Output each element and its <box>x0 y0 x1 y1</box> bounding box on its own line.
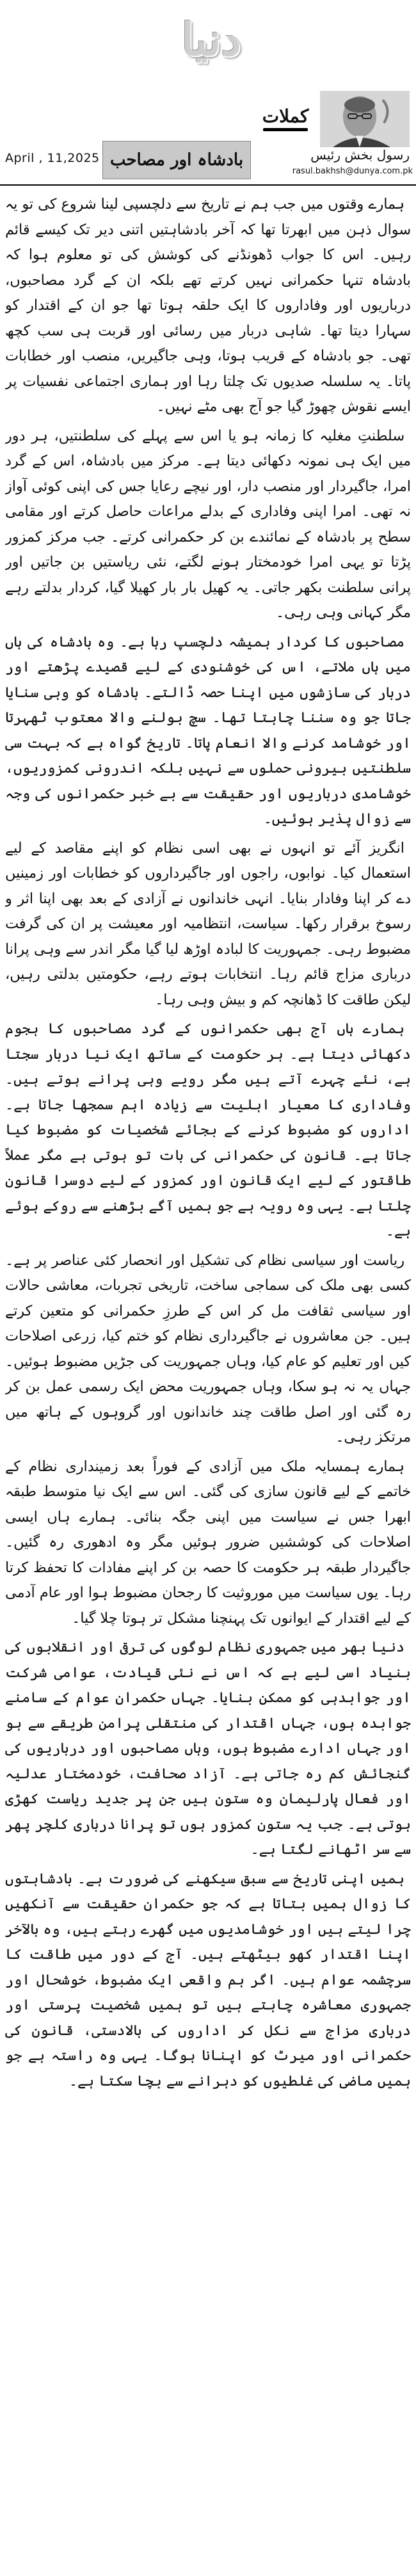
column-logo-text: کملات <box>262 106 309 127</box>
column-logo-underline <box>263 128 308 131</box>
author-name: رسول بخش رئیس <box>310 147 410 163</box>
article-paragraph: مصاحبوں کا کردار ہمیشہ دلچسپ رہا ہے۔ وہ بادشاہ کی ہاں میں ہاں ملاتے، اس کی خوشنودی کے لیے قصیدے پڑھتے اور دربار کی سازشوں میں اپنا حصہ ڈالتے۔ بادشاہ کو وہی سنایا جاتا جو وہ سننا چاہتا تھا۔ سچ بولنے والا معتوب ٹھہرتا اور خوشامد کرنے والا انعام پاتا۔ تاریخ گواہ ہے کہ بہت سی سلطنتیں بیرونی حملوں سے نہیں بلکہ اندرونی کمزوریوں، خوشامدی درباریوں اور حقیقت سے بے خبر حکمرانوں کی وجہ سے زوال پذیر ہوئیں۔ <box>5 633 411 827</box>
column-logo <box>259 92 312 145</box>
masthead <box>0 0 416 87</box>
article-paragraph: دنیا بھر میں جمہوری نظام لوگوں کی ترقی اور انقلابوں کی بنیاد اسی لیے ہے کہ اس نے نئی قیادت، عوامی شرکت اور جوابدہی کو ممکن بنایا۔ جہاں حکمران عوام کے سامنے جوابدہ ہوں، جہاں اقتدار کی منتقلی پرامن طریقے سے ہو اور جہاں ادارے مضبوط ہوں، وہاں مصاحبوں اور درباریوں کی گنجائش کم رہ جاتی ہے۔ آزاد صحافت، خودمختار عدلیہ اور فعال پارلیمان وہ ستون ہیں جن پر جدید ریاست کھڑی ہوتی ہے۔ جب یہ ستون کمزور ہوں تو پرانا درباری کلچر پھر سے سر اٹھانے لگتا ہے۔ <box>5 1639 411 1858</box>
author-photo <box>320 91 410 147</box>
article-paragraph: سلطنتِ مغلیہ کا زمانہ ہو یا اس سے پہلے کی سلطنتیں، ہر دور میں ایک ہی نمونہ دکھائی دیتا ہے۔ مرکز میں بادشاہ، اس کے گرد امرا، جاگیردار اور منصب دار، اور نیچے رعایا جس کی اپنی کوئی آواز نہ تھی۔ امرا اپنی وفاداری کے بدلے مراعات حاصل کرتے اور مقامی سطح پر بادشاہ کے نمائندے بن کر حکمرانی کرتے۔ جب مرکز کمزور پڑتا تو یہی امرا خودمختار ہونے لگتے، نئی ریاستیں بن جاتیں اور پرانی سلطنت بکھر جاتی۔ یہ کھیل بار بار کھیلا گیا، کردار بدلتے رہے مگر کہانی وہی رہی۔ <box>5 427 411 621</box>
author-portrait-icon <box>320 91 410 147</box>
article-paragraph: ہمارے ہمسایہ ملک میں آزادی کے فوراً بعد زمینداری نظام کے خاتمے کے لیے قانون سازی کی گئی۔ اس سے ایک نیا متوسط طبقہ ابھرا جس نے سیاست میں اپنی جگہ بنائی۔ ہمارے ہاں ایسی اصلاحات کی کوششیں ضرور ہوئیں مگر وہ ادھوری رہ گئیں۔ جاگیردار طبقہ ہر حکومت کا حصہ بن کر اپنے مفادات کا تحفظ کرتا رہا۔ یوں سیاست میں موروثیت کا رجحان مضبوط ہوا اور عام آدمی کے لیے اقتدار کے ایوانوں تک پہنچنا مشکل تر ہوتا چلا گیا۔ <box>5 1458 411 1627</box>
article-paragraph: ہمارے وقتوں میں جب ہم نے تاریخ سے دلچسپی لینا شروع کی تو یہ سوال ذہن میں ابھرتا تھا کہ آخر بادشاہتیں اتنی دیر تک کیسے قائم رہیں۔ اس کا جواب ڈھونڈنے کی کوشش کی تو معلوم ہوا کہ بادشاہ تنہا حکمرانی نہیں کرتے تھے بلکہ ان کے گرد مصاحبوں، درباریوں اور وفاداروں کا ایک حلقہ ہوتا تھا جو ان کے اقتدار کو سہارا دیتا تھا۔ شاہی دربار میں رسائی اور قربت ہی سب کچھ تھی۔ جو بادشاہ کے قریب ہوتا، وہی جاگیریں، منصب اور خطابات پاتا۔ یہ سلسلہ صدیوں تک چلتا رہا اور ہماری اجتماعی نفسیات پر ایسے نقوش چھوڑ گیا جو آج بھی مٹے نہیں۔ <box>5 196 411 415</box>
author-email[interactable]: rasul.bakhsh@dunya.com.pk <box>292 166 413 176</box>
article-paragraph: ہمیں اپنی تاریخ سے سبق سیکھنے کی ضرورت ہے۔ بادشاہتوں کا زوال ہمیں بتاتا ہے کہ جو حکمران حقیقت سے آنکھیں چرا لیتے ہیں اور خوشامدیوں میں گھرے رہتے ہیں، وہ بالآخر اپنا اقتدار کھو بیٹھتے ہیں۔ آج کے دور میں طاقت کا سرچشمہ عوام ہیں۔ اگر ہم واقعی ایک مضبوط، خوشحال اور جمہوری معاشرہ چاہتے ہیں تو ہمیں شخصیت پرستی اور درباری مزاج سے نکل کر اداروں کی بالادستی، قانون کی حکمرانی اور میرٹ کو اپنانا ہوگا۔ یہی وہ راستہ ہے جو ہمیں ماضی کی غلطیوں کو دہرانے سے بچا سکتا ہے۔ <box>5 1870 411 2089</box>
column-headline: بادشاہ اور مصاحب <box>102 141 251 179</box>
publication-date: April , 11,2025 <box>5 151 100 165</box>
article-paragraph: انگریز آئے تو انہوں نے بھی اسی نظام کو اپنے مقاصد کے لیے استعمال کیا۔ نوابوں، راجوں اور جاگیرداروں کو خطابات اور زمینیں دے کر اپنا وفادار بنایا۔ انہی خاندانوں نے آزادی کے بعد بھی اپنا اثر و رسوخ برقرار رکھا۔ سیاست، انتظامیہ اور معیشت پر ان کی گرفت مضبوط رہی۔ جمہوریت کا لبادہ اوڑھ لیا گیا مگر اندر سے وہی پرانا درباری مزاج قائم رہا۔ انتخابات ہوتے رہے، حکومتیں بدلتی رہیں، لیکن طاقت کا ڈھانچہ کم و بیش وہی رہا۔ <box>5 839 411 1008</box>
column-header <box>0 88 416 186</box>
article-paragraph: ریاست اور سیاسی نظام کی تشکیل اور انحصار کئی عناصر پر ہے۔ کسی بھی ملک کی سماجی ساخت، تاریخی تجربات، معاشی حالات اور سیاسی ثقافت مل کر اس کے طرزِ حکمرانی کو متعین کرتے ہیں۔ جن معاشروں نے جاگیرداری نظام کو ختم کیا، زرعی اصلاحات کیں اور تعلیم کو عام کیا، وہاں جمہوریت کی جڑیں مضبوط ہوئیں۔ جہاں یہ نہ ہو سکا، وہاں جمہوریت محض ایک رسمی عمل بن کر رہ گئی اور اصل طاقت چند خاندانوں اور گروہوں کے ہاتھ میں مرتکز رہی۔ <box>5 1252 411 1445</box>
newspaper-logo[interactable] <box>138 8 285 78</box>
article-paragraph: ہمارے ہاں آج بھی حکمرانوں کے گرد مصاحبوں کا ہجوم دکھائی دیتا ہے۔ ہر حکومت کے ساتھ ایک نیا دربار سجتا ہے، نئے چہرے آتے ہیں مگر رویے وہی پرانے ہوتے ہیں۔ وفاداری کا معیار اہلیت سے زیادہ اہم سمجھا جاتا ہے۔ اداروں کو مضبوط کرنے کے بجائے شخصیات کو مضبوط کیا جاتا ہے۔ قانون کی حکمرانی کی بات تو ہوتی ہے مگر عملاً طاقتور کے لیے ایک قانون اور کمزور کے لیے دوسرا قانون چلتا ہے۔ یہی وہ رویہ ہے جو ہمیں آگے بڑھنے سے روکے ہوئے ہے۔ <box>5 1020 411 1239</box>
newspaper-logo-text: دنیا <box>181 13 241 66</box>
article-body <box>5 192 411 2570</box>
